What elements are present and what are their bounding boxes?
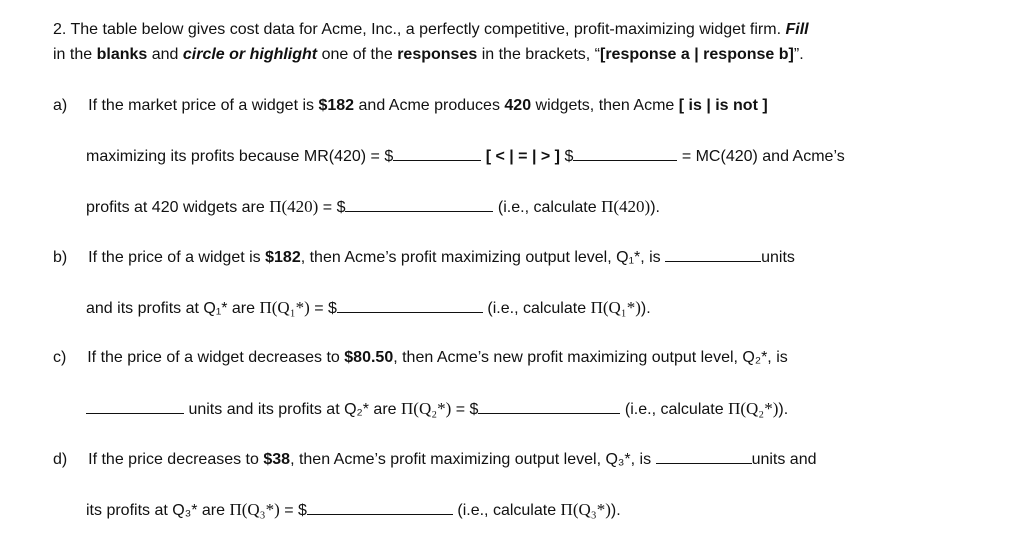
profit-420-blank[interactable] [345,197,493,212]
part-a-price: $182 [318,97,355,114]
part-b-price: $182 [265,249,301,266]
profit-q1-expr: Π(Q₁*) [259,298,310,317]
profit-q3-blank[interactable] [307,500,453,515]
profit-q2-expr: Π(Q₂*) [401,399,452,418]
mr-420-blank[interactable] [393,146,481,161]
part-a-line-1: a) If the market price of a widget is $182 and Acme produces 420 widgets, then Acme [ is | is not ] [53,97,768,114]
mc-420-blank[interactable] [573,146,677,161]
profit-q1-blank[interactable] [337,298,483,313]
part-c-price: $80.50 [344,349,394,366]
part-d-label: d) [53,451,68,468]
question-header-line-2: in the blanks and circle or highlight one of the responses in the brackets, “[response a | response b]”. [53,46,804,63]
fill-emphasis: Fill [785,21,809,38]
part-a-compare-choice[interactable]: [ < | = | > ] [485,148,560,165]
part-d-line-2: its profits at Q₃* are Π(Q₃*) = $ (i.e., calculate Π(Q₃*)). [86,500,621,519]
profit-q3-expr: Π(Q₃*) [229,500,280,519]
blanks-emphasis: blanks [96,46,148,63]
part-b-line-2: and its profits at Q₁* are Π(Q₁*) = $ (i.e., calculate Π(Q₁*)). [86,298,651,317]
part-c-label: c) [53,349,67,366]
part-c-line-1: c) If the price of a widget decreases to $80.50, then Acme’s new profit maximizing output level, Q₂*, is [53,349,788,366]
part-b-line-1: b) If the price of a widget is $182, then Acme’s profit maximizing output level, Q₁*, is units [53,249,795,266]
q1-output-blank[interactable] [665,247,761,262]
responses-emphasis: responses [397,46,478,63]
part-b-label: b) [53,249,68,266]
part-a-line-3: profits at 420 widgets are Π(420) = $ (i.e., calculate Π(420)). [86,197,660,216]
part-c-line-2: units and its profits at Q₂* are Π(Q₂*) = $ (i.e., calculate Π(Q₂*)). [86,399,788,420]
part-a-label: a) [53,97,68,114]
part-d-line-1: d) If the price decreases to $38, then Acme’s profit maximizing output level, Q₃*, is units and [53,451,817,468]
q2-output-blank[interactable] [86,399,184,414]
question-number: 2. [53,21,67,38]
q3-output-blank[interactable] [656,449,752,464]
part-d-price: $38 [263,451,291,468]
bracket-example: [response a | response b] [599,46,794,63]
profit-q2-blank[interactable] [478,399,620,414]
profit-420-expr: Π(420) [269,197,319,216]
question-header-line-1 [53,20,809,40]
part-a-qty: 420 [504,97,532,114]
part-a-is-choice[interactable]: [ is | is not ] [678,97,768,114]
circle-emphasis: circle or highlight [182,46,318,63]
part-a-line-2: maximizing its profits because MR(420) = $ [ < | = | > ] $ = MC(420) and Acme’s [86,148,845,165]
header-text-1: The table below gives cost data for Acme, Inc., a perfectly competitive, profit-maximizing widget firm. [70,21,782,38]
